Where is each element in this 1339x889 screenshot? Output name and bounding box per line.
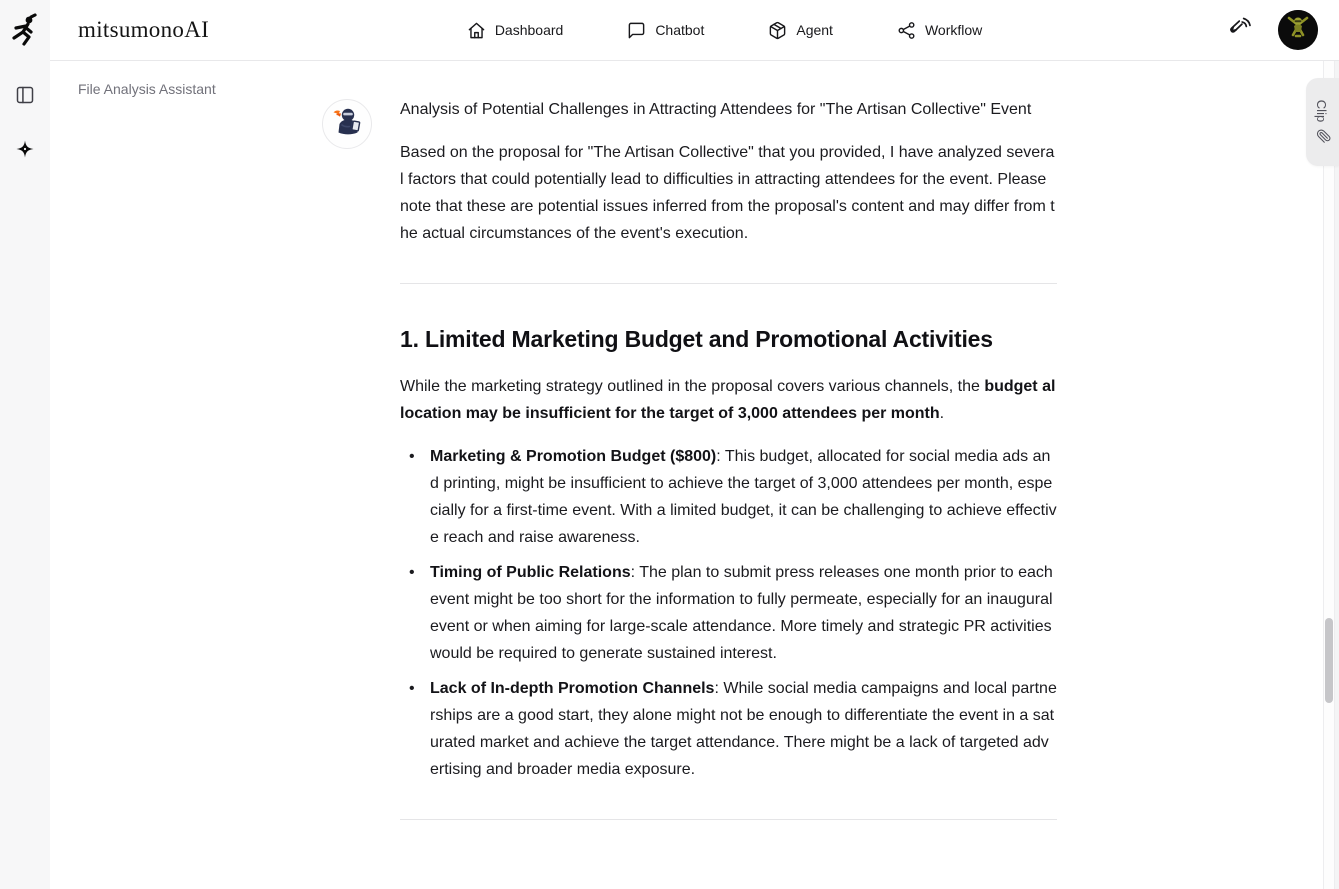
app-logo	[9, 12, 41, 54]
nav-label: Agent	[796, 22, 833, 38]
message-intro: Based on the proposal for "The Artisan Collective" that you provided, I have analyzed several factors that could potentially lead to difficulties in attracting attendees for the event. Please note that these are potential issues inferred from the proposal's content and may differ from the actual circumstances of the event's execution.	[400, 144, 1055, 242]
share-network-icon	[897, 21, 916, 40]
section-lead-paragraph	[400, 373, 1057, 427]
lead-bold-text: budget allocation may be insufficient for the target of 3,000 attendees per month	[400, 378, 1056, 422]
ninja-runner-icon	[9, 13, 41, 54]
cube-icon	[768, 21, 787, 40]
challenge-list	[400, 443, 1057, 783]
sparkle-star-icon	[13, 139, 37, 168]
user-avatar[interactable]	[1278, 10, 1318, 50]
list-item	[400, 675, 1057, 783]
scrollbar-track[interactable]	[1323, 61, 1335, 889]
list-item	[400, 559, 1057, 667]
voice-call-button[interactable]	[1228, 17, 1254, 43]
bullet-term: Lack of In-depth Promotion Channels	[430, 680, 715, 697]
header-right	[1228, 10, 1318, 50]
bullet-text: : This budget, allocated for social media ads and printing, might be insufficient to achieve the target of 3,000 attendees per month, especially for a first-time event. With a limited budget, it can be challenging to achieve effective reach and raise awareness.	[430, 448, 1057, 546]
nav-label: Dashboard	[494, 22, 564, 38]
user-avatar-ninja-icon	[1278, 10, 1318, 50]
ai-sparkle-button[interactable]	[8, 136, 42, 170]
chat-main	[50, 61, 1339, 889]
bullet-text: : The plan to submit press releases one month prior to each event might be too short for the information to fully permeate, especially for an inaugural event or when aiming for large-scale attendance. More timely and strategic PR activities would be required to generate sustained interest.	[430, 564, 1053, 662]
reading-ninja-icon	[327, 102, 367, 147]
right-panel-strip	[1335, 61, 1339, 889]
panel-left-icon	[15, 85, 35, 110]
chat-bubble-icon	[627, 21, 646, 40]
clip-tab-label: Clip	[1315, 99, 1330, 123]
nav-item-chatbot[interactable]	[627, 21, 704, 40]
lead-tail-text: .	[939, 405, 945, 422]
main-nav	[467, 21, 982, 40]
lead-normal-text: While the marketing strategy outlined in the proposal covers various channels, the	[400, 378, 985, 395]
phone-call-icon	[1229, 16, 1252, 44]
sidebar-toggle-button[interactable]	[8, 80, 42, 114]
nav-label: Chatbot	[655, 22, 705, 38]
assistant-name-label: File Analysis Assistant	[78, 81, 216, 97]
section-heading: 1. Limited Marketing Budget and Promotional Activities	[400, 326, 993, 352]
bullet-text: : While social media campaigns and local partnerships are a good start, they alone might not be enough to differentiate the event in a saturated market and achieve the target attendance. There might be a lack of targeted advertising and broader media exposure.	[430, 680, 1057, 778]
paperclip-icon	[1314, 129, 1332, 144]
nav-item-agent[interactable]	[768, 21, 833, 40]
section-divider-top	[400, 283, 1057, 284]
top-header	[50, 0, 1339, 61]
brand-title: mitsumonoAI	[78, 17, 210, 42]
assistant-avatar	[322, 99, 372, 149]
scrollbar-thumb[interactable]	[1325, 618, 1333, 703]
clip-panel-tab[interactable]	[1306, 78, 1339, 166]
left-rail	[0, 0, 50, 889]
section-divider-bottom	[400, 819, 1057, 820]
bullet-term: Marketing & Promotion Budget ($800)	[430, 448, 717, 465]
home-icon	[467, 21, 486, 40]
bullet-term: Timing of Public Relations	[430, 564, 631, 581]
assistant-message-body	[400, 96, 1057, 860]
nav-label: Workflow	[924, 22, 983, 38]
message-title: Analysis of Potential Challenges in Attracting Attendees for "The Artisan Collective" Event	[400, 101, 1032, 118]
assistant-message	[322, 96, 1057, 860]
list-item	[400, 443, 1057, 551]
nav-item-workflow[interactable]	[897, 21, 982, 40]
nav-item-dashboard[interactable]	[467, 21, 564, 40]
clip-tab-inner	[1314, 100, 1332, 144]
